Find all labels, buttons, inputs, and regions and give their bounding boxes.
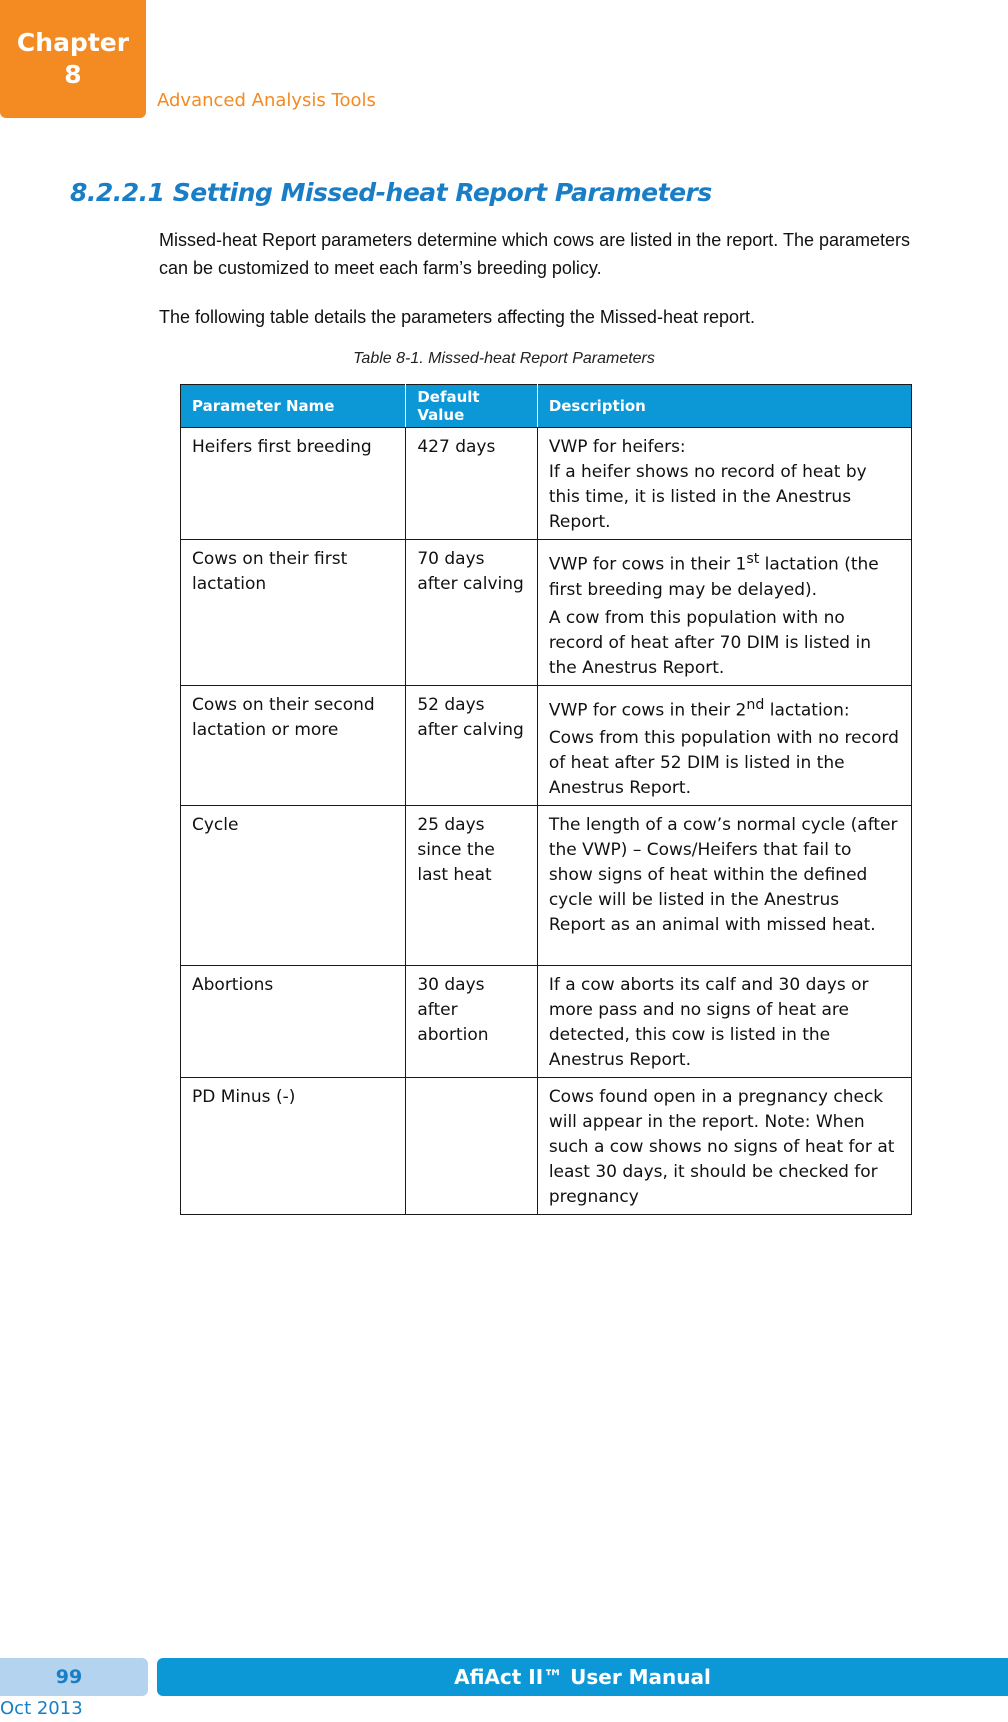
section-heading: 8.2.2.1 Setting Missed-heat Report Parameters [70,178,712,207]
column-header: Description [537,385,911,428]
table-caption: Table 8-1. Missed-heat Report Parameters [353,350,655,367]
description-text: VWP for cows in their 1 [548,554,747,575]
default-value-cell: 25 days since the last heat [406,806,537,966]
description-cell: The length of a cow’s normal cycle (after the VWP) – Cows/Heifers that fail to show signs of heat within the defined cycle will be listed in the Anestrus Report as an animal with missed heat. [537,806,911,966]
default-value-cell [406,1078,537,1215]
table-row [181,806,912,966]
parameters-table [180,384,912,1215]
ordinal-suffix: nd [746,696,765,713]
parameter-name-cell: Abortions [181,966,406,1078]
ordinal-suffix: st [746,551,760,567]
chapter-tab [0,0,146,118]
description-cell [537,540,911,686]
description-text: lactation: [764,700,850,721]
manual-title: AfiAct II™ User Manual [157,1658,1008,1696]
table-header-row [181,385,912,428]
parameter-name-cell: Cows on their second lactation or more [181,685,406,806]
chapter-label: Chapter [16,28,130,57]
column-header: Default Value [406,385,537,428]
page-number: 99 [0,1658,148,1696]
parameter-name-cell: Cycle [181,806,406,966]
table-row [181,966,912,1078]
section-name: Advanced Analysis Tools [157,90,376,111]
description-cell [537,685,911,806]
intro-paragraph: Missed-heat Report parameters determine which cows are listed in the report. The parameters can be customized to meet each farm’s breeding policy. [159,230,911,278]
description-line [549,547,900,603]
description-line [549,693,900,724]
footer-date: Oct 2013 [0,1698,83,1719]
table-row [181,1078,912,1215]
parameter-name-cell: Heifers first breeding [181,428,406,540]
table-row [181,540,912,686]
description-line: A cow from this population with no record of heat after 70 DIM is listed in the Anestrus Report. [548,607,871,678]
column-header: Parameter Name [181,385,406,428]
chapter-number: 8 [64,60,82,89]
description-cell: Cows found open in a pregnancy check will appear in the report. Note: When such a cow shows no signs of heat for at least 30 days, it should be checked for pregnancy [537,1078,911,1215]
parameter-name-cell: PD Minus (-) [181,1078,406,1215]
description-cell: If a cow aborts its calf and 30 days or more pass and no signs of heat are detected, this cow is listed in the Anestrus Report. [537,966,911,1078]
table-intro-paragraph: The following table details the parameters affecting the Missed-heat report. [159,307,755,327]
description-line: Cows from this population with no record of heat after 52 DIM is listed in the Anestrus Report. [548,728,899,799]
description-text: VWP for cows in their 2 [548,700,747,721]
description-line: VWP for heifers: [548,437,686,457]
description-cell [537,428,911,540]
table-row [181,428,912,540]
default-value-cell: 30 days after abortion [406,966,537,1078]
description-text: lactation (the first breeding may be delayed). [548,554,879,600]
description-line: If a heifer shows no record of heat by this time, it is listed in the Anestrus Report. [548,462,867,532]
default-value-cell: 427 days [406,428,537,540]
parameter-name-cell: Cows on their first lactation [181,540,406,686]
table-row [181,685,912,806]
default-value-cell: 70 days after calving [406,540,537,686]
default-value-cell: 52 days after calving [406,685,537,806]
